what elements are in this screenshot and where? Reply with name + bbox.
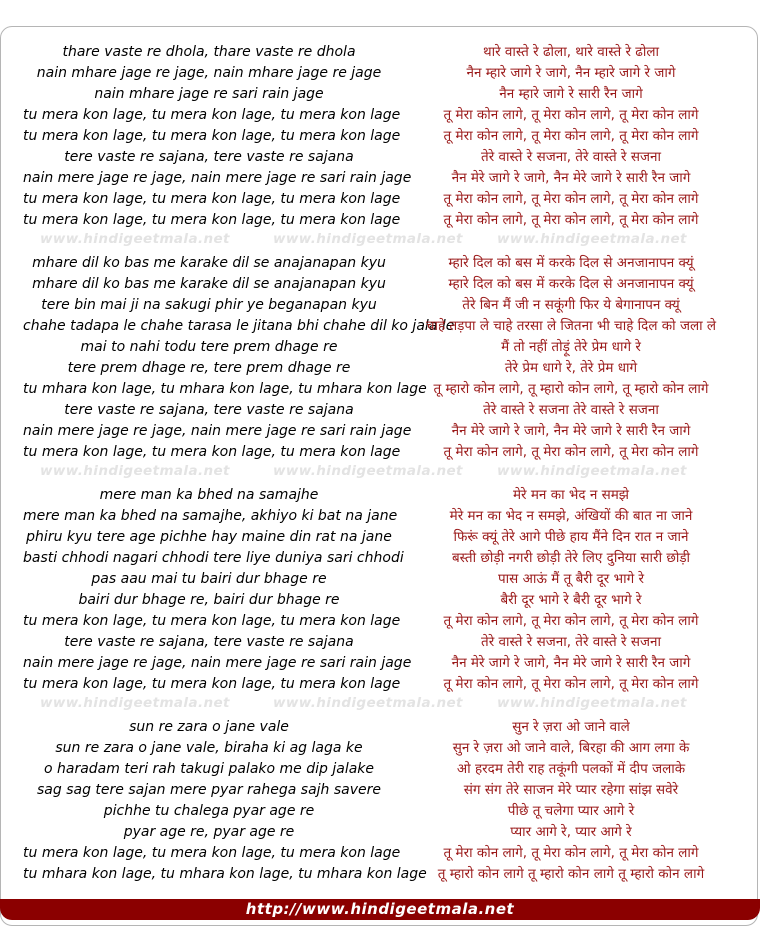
- watermark-text: www.hindigeetmala.net: [40, 231, 230, 247]
- lyric-line-romanized: nain mere jage re jage, nain mere jage re sari rain jage: [23, 170, 412, 186]
- lyric-line-romanized: mere man ka bhed na samajhe, akhiyo ki bat na jane: [23, 508, 398, 524]
- lyric-line-romanized: tere vaste re sajana, tere vaste re sajana: [64, 634, 354, 650]
- lyric-line-hindi: पीछे तू चलेगा प्यार आगे रे: [507, 803, 635, 819]
- lyric-line-romanized: tu mera kon lage, tu mera kon lage, tu mera kon lage: [23, 191, 401, 207]
- site-url-footer[interactable]: http://www.hindigeetmala.net: [0, 899, 760, 920]
- lyric-line-romanized: sag sag tere sajan mere pyar rahega sajh savere: [37, 782, 381, 798]
- lyric-line-hindi: सुन रे ज़रा ओ जाने वाले: [512, 719, 630, 735]
- lyric-line-romanized: tu mhara kon lage, tu mhara kon lage, tu mhara kon lage: [23, 381, 427, 397]
- lyric-line-hindi: नैन मेरे जागे रे जागे, नैन मेरे जागे रे सारी रैन जागे: [451, 655, 691, 671]
- lyric-line-hindi: तेरे वास्ते रे सजना, तेरे वास्ते रे सजना: [481, 634, 661, 650]
- lyric-line-romanized: pas aau mai tu bairi dur bhage re: [91, 571, 327, 587]
- lyric-line-hindi: तू मेरा कोन लागे, तू मेरा कोन लागे, तू मेरा कोन लागे: [443, 845, 699, 861]
- lyric-line-romanized: mai to nahi todu tere prem dhage re: [80, 339, 338, 355]
- lyric-line-hindi: मेरे मन का भेद न समझे: [512, 487, 630, 503]
- lyric-line-hindi: नैन मेरे जागे रे जागे, नैन मेरे जागे रे सारी रैन जागे: [451, 170, 691, 186]
- lyric-line-romanized: tu mera kon lage, tu mera kon lage, tu mera kon lage: [23, 676, 401, 692]
- lyric-line-hindi: तू मेरा कोन लागे, तू मेरा कोन लागे, तू मेरा कोन लागे: [443, 128, 699, 144]
- lyric-line-romanized: tu mera kon lage, tu mera kon lage, tu mera kon lage: [23, 212, 401, 228]
- lyric-line-romanized: tu mhara kon lage, tu mhara kon lage, tu mhara kon lage: [23, 866, 427, 882]
- lyric-line-hindi: थारे वास्ते रे ढोला, थारे वास्ते रे ढोला: [482, 44, 660, 60]
- watermark-text: www.hindigeetmala.net: [273, 695, 463, 711]
- lyric-line-romanized: nain mhare jage re sari rain jage: [94, 86, 324, 102]
- lyric-line-hindi: संग संग तेरे साजन मेरे प्यार रहेगा सांझ सवेरे: [463, 782, 679, 798]
- lyric-line-hindi: पास आऊं मैं तू बैरी दूर भागे रे: [497, 571, 645, 587]
- lyric-line-romanized: nain mere jage re jage, nain mere jage re sari rain jage: [23, 655, 412, 671]
- lyric-line-hindi: तेरे प्रेम धागे रे, तेरे प्रेम धागे: [504, 360, 638, 376]
- lyric-line-hindi: तू मेरा कोन लागे, तू मेरा कोन लागे, तू मेरा कोन लागे: [443, 191, 699, 207]
- lyric-line-romanized: tu mera kon lage, tu mera kon lage, tu mera kon lage: [23, 845, 401, 861]
- lyric-line-hindi: प्यार आगे रे, प्यार आगे रे: [510, 824, 632, 840]
- lyric-line-hindi: तू म्हारो कोन लागे तू म्हारो कोन लागे तू म्हारो कोन लागे: [437, 866, 705, 882]
- lyric-line-romanized: nain mere jage re jage, nain mere jage re sari rain jage: [23, 423, 412, 439]
- lyric-line-romanized: sun re zara o jane vale: [129, 719, 289, 735]
- lyric-line-hindi: मेरे मन का भेद न समझे, अंखियों की बात ना जाने: [449, 508, 693, 524]
- lyric-line-hindi: ओ हरदम तेरी राह तकूंगी पलकों में दीप जलाके: [456, 761, 686, 777]
- watermark-text: www.hindigeetmala.net: [497, 463, 687, 479]
- lyric-line-hindi: तू म्हारो कोन लागे, तू म्हारो कोन लागे, तू म्हारो कोन लागे: [433, 381, 709, 397]
- lyric-line-romanized: thare vaste re dhola, thare vaste re dhola: [62, 44, 356, 60]
- lyric-line-hindi: बैरी दूर भागे रे बैरी दूर भागे रे: [500, 592, 642, 608]
- lyric-line-hindi: तू मेरा कोन लागे, तू मेरा कोन लागे, तू मेरा कोन लागे: [443, 676, 699, 692]
- lyric-line-hindi: मैं तो नहीं तोड़ूं तेरे प्रेम धागे रे: [501, 339, 641, 355]
- lyric-line-romanized: tu mera kon lage, tu mera kon lage, tu mera kon lage: [23, 444, 401, 460]
- lyric-line-hindi: तेरे बिन मैं जी न सकूंगी फिर ये बेगानापन क्यूं: [462, 297, 680, 313]
- lyric-line-romanized: mhare dil ko bas me karake dil se anajanapan kyu: [32, 255, 386, 271]
- lyric-line-hindi: म्हारे दिल को बस में करके दिल से अनजानापन क्यूं: [448, 255, 694, 271]
- lyric-line-romanized: phiru kyu tere age pichhe hay maine din rat na jane: [26, 529, 392, 545]
- lyric-line-hindi: तू मेरा कोन लागे, तू मेरा कोन लागे, तू मेरा कोन लागे: [443, 107, 699, 123]
- lyric-line-romanized: nain mhare jage re jage, nain mhare jage re jage: [36, 65, 382, 81]
- lyric-line-romanized: chahe tadapa le chahe tarasa le jitana bhi chahe dil ko jala le: [23, 318, 455, 334]
- watermark-text: www.hindigeetmala.net: [40, 695, 230, 711]
- lyric-line-hindi: नैन म्हारे जागे रे जागे, नैन म्हारे जागे रे जागे: [466, 65, 676, 81]
- lyric-line-romanized: bairi dur bhage re, bairi dur bhage re: [78, 592, 340, 608]
- lyric-line-hindi: नैन म्हारे जागे रे सारी रैन जागे: [499, 86, 643, 102]
- lyric-line-hindi: तू मेरा कोन लागे, तू मेरा कोन लागे, तू मेरा कोन लागे: [443, 613, 699, 629]
- lyric-line-hindi: तू मेरा कोन लागे, तू मेरा कोन लागे, तू मेरा कोन लागे: [443, 212, 699, 228]
- lyric-line-romanized: tere prem dhage re, tere prem dhage re: [67, 360, 351, 376]
- lyric-line-romanized: basti chhodi nagari chhodi tere liye duniya sari chhodi: [23, 550, 404, 566]
- lyric-line-hindi: फिरूं क्यूं तेरे आगे पीछे हाय मैंने दिन रात न जाने: [453, 529, 689, 545]
- lyric-line-hindi: म्हारे दिल को बस में करके दिल से अनजानापन क्यूं: [448, 276, 694, 292]
- lyric-line-romanized: o haradam teri rah takugi palako me dip jalake: [43, 761, 375, 777]
- watermark-text: www.hindigeetmala.net: [497, 695, 687, 711]
- lyric-line-romanized: tere vaste re sajana, tere vaste re sajana: [64, 402, 354, 418]
- lyric-line-romanized: mhare dil ko bas me karake dil se anajanapan kyu: [32, 276, 386, 292]
- lyric-line-romanized: pichhe tu chalega pyar age re: [103, 803, 315, 819]
- lyric-line-hindi: नैन मेरे जागे रे जागे, नैन मेरे जागे रे सारी रैन जागे: [451, 423, 691, 439]
- lyric-line-hindi: बस्ती छोड़ी नगरी छोड़ी तेरे लिए दुनिया सारी छोड़ी: [451, 550, 691, 566]
- lyric-line-romanized: mere man ka bhed na samajhe: [99, 487, 319, 503]
- lyric-line-romanized: tu mera kon lage, tu mera kon lage, tu mera kon lage: [23, 128, 401, 144]
- lyric-line-romanized: sun re zara o jane vale, biraha ki ag laga ke: [55, 740, 363, 756]
- lyric-line-hindi: सुन रे ज़रा ओ जाने वाले, बिरहा की आग लगा के: [452, 740, 690, 756]
- lyric-line-romanized: tu mera kon lage, tu mera kon lage, tu mera kon lage: [23, 613, 401, 629]
- watermark-text: www.hindigeetmala.net: [40, 463, 230, 479]
- lyric-line-romanized: tu mera kon lage, tu mera kon lage, tu mera kon lage: [23, 107, 401, 123]
- lyric-line-romanized: tere bin mai ji na sakugi phir ye beganapan kyu: [41, 297, 377, 313]
- watermark-text: www.hindigeetmala.net: [497, 231, 687, 247]
- lyric-line-hindi: चाहे तड़पा ले चाहे तरसा ले जितना भी चाहे दिल को जला ले: [425, 318, 717, 334]
- lyric-line-hindi: तू मेरा कोन लागे, तू मेरा कोन लागे, तू मेरा कोन लागे: [443, 444, 699, 460]
- lyric-line-romanized: tere vaste re sajana, tere vaste re sajana: [64, 149, 354, 165]
- watermark-text: www.hindigeetmala.net: [273, 231, 463, 247]
- lyric-line-hindi: तेरे वास्ते रे सजना, तेरे वास्ते रे सजना: [481, 149, 661, 165]
- lyric-line-hindi: तेरे वास्ते रे सजना तेरे वास्ते रे सजना: [483, 402, 659, 418]
- watermark-text: www.hindigeetmala.net: [273, 463, 463, 479]
- lyric-line-romanized: pyar age re, pyar age re: [123, 824, 295, 840]
